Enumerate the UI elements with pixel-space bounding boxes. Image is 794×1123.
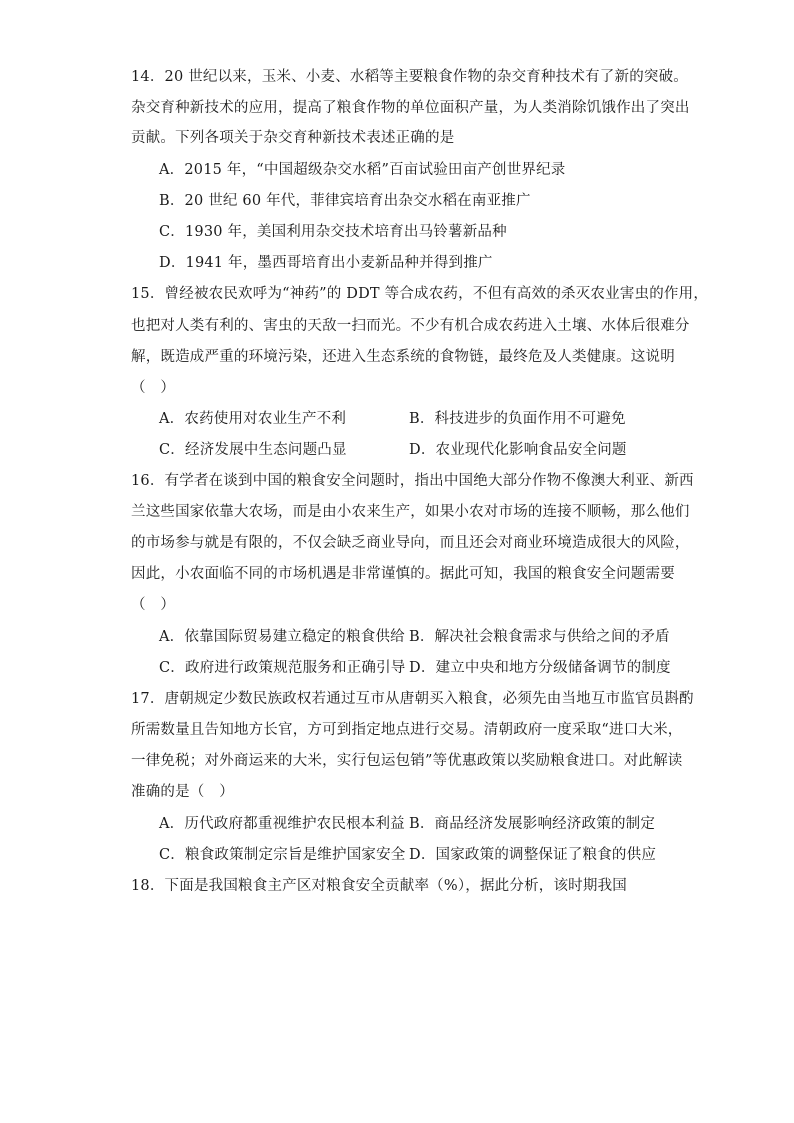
question-15-stem-line-1: 15．曾经被农民欢呼为“神药”的 DDT 等合成农药，不但有高效的杀灭农业害虫的作用，	[131, 286, 709, 302]
question-17-stem-line-3: 一律免税；对外商运来的大米，实行包运包销”等优惠政策以奖励粮食进口。对此解读	[131, 753, 683, 769]
question-15-answer-blank: （ ）	[131, 380, 176, 396]
question-14-stem-line-3: 贡献。下列各项关于杂交育种新技术表述正确的是	[131, 130, 455, 146]
question-17-option-c: C．粮食政策制定宗旨是维护国家安全	[159, 847, 406, 863]
question-16-stem-line-4: 因此，小农面临不同的市场机遇是非常谨慎的。据此可知，我国的粮食安全问题需要	[131, 566, 675, 582]
question-15-stem-line-3: 解，既造成严重的环境污染，还进入生态系统的食物链，最终危及人类健康。这说明	[131, 349, 675, 365]
question-14-stem-line-1: 14．20 世纪以来，玉米、小麦、水稻等主要粮食作物的杂交育种技术有了新的突破。	[131, 69, 689, 85]
question-17-option-b: B．商品经济发展影响经济政策的制定	[409, 816, 656, 832]
question-17-option-d: D．国家政策的调整保证了粮食的供应	[409, 847, 657, 863]
question-14-option-d: D．1941 年，墨西哥培育出小麦新品种并得到推广	[159, 255, 493, 271]
question-15-option-c: C．经济发展中生态问题凸显	[159, 442, 347, 458]
question-16-option-c: C．政府进行政策规范服务和正确引导	[159, 660, 406, 676]
question-15-option-b: B．科技进步的负面作用不可避免	[409, 411, 626, 427]
question-16-stem-line-3: 的市场参与就是有限的，不仅会缺乏商业导向，而且还会对商业环境造成很大的风险，	[131, 535, 690, 551]
question-17-stem-line-4: 准确的是（ ）	[131, 784, 234, 800]
question-16-option-a: A．依靠国际贸易建立稳定的粮食供给	[159, 629, 405, 645]
question-15-option-d: D．农业现代化影响食品安全问题	[409, 442, 627, 458]
question-17-option-a: A．历代政府都重视维护农民根本利益	[159, 816, 405, 832]
question-15-option-a: A．农药使用对农业生产不利	[159, 411, 347, 427]
question-14-option-a: A．2015 年，“中国超级杂交水稻”百亩试验田亩产创世界纪录	[159, 162, 566, 178]
question-17-stem-line-2: 所需数量且告知地方长官，方可到指定地点进行交易。清朝政府一度采取“进口大米，	[131, 722, 683, 738]
question-17-stem-line-1: 17．唐朝规定少数民族政权若通过互市从唐朝买入粮食，必须先由当地互市监官员斟酌	[131, 691, 694, 707]
question-16-stem-line-1: 16．有学者在谈到中国的粮食安全问题时，指出中国绝大部分作物不像澳大利亚、新西	[131, 473, 694, 489]
question-14-stem-line-2: 杂交育种新技术的应用，提高了粮食作物的单位面积产量，为人类消除饥饿作出了突出	[131, 100, 690, 116]
question-18-stem-line-1: 18．下面是我国粮食主产区对粮食安全贡献率（%），据此分析，该时期我国	[131, 878, 627, 894]
question-15-stem-line-2: 也把对人类有利的、害虫的天敌一扫而光。不少有机合成农药进入土壤、水体后很难分	[131, 318, 690, 334]
question-16-answer-blank: （ ）	[131, 597, 176, 613]
question-14-option-c: C．1930 年，美国利用杂交技术培育出马铃薯新品种	[159, 224, 507, 240]
question-16-option-b: B．解决社会粮食需求与供给之间的矛盾	[409, 629, 670, 645]
question-16-option-d: D．建立中央和地方分级储备调节的制度	[409, 660, 671, 676]
question-16-stem-line-2: 兰这些国家依靠大农场，而是由小农来生产，如果小农对市场的连接不顺畅，那么他们	[131, 504, 690, 520]
question-14-option-b: B．20 世纪 60 年代，菲律宾培育出杂交水稻在南亚推广	[159, 193, 531, 209]
